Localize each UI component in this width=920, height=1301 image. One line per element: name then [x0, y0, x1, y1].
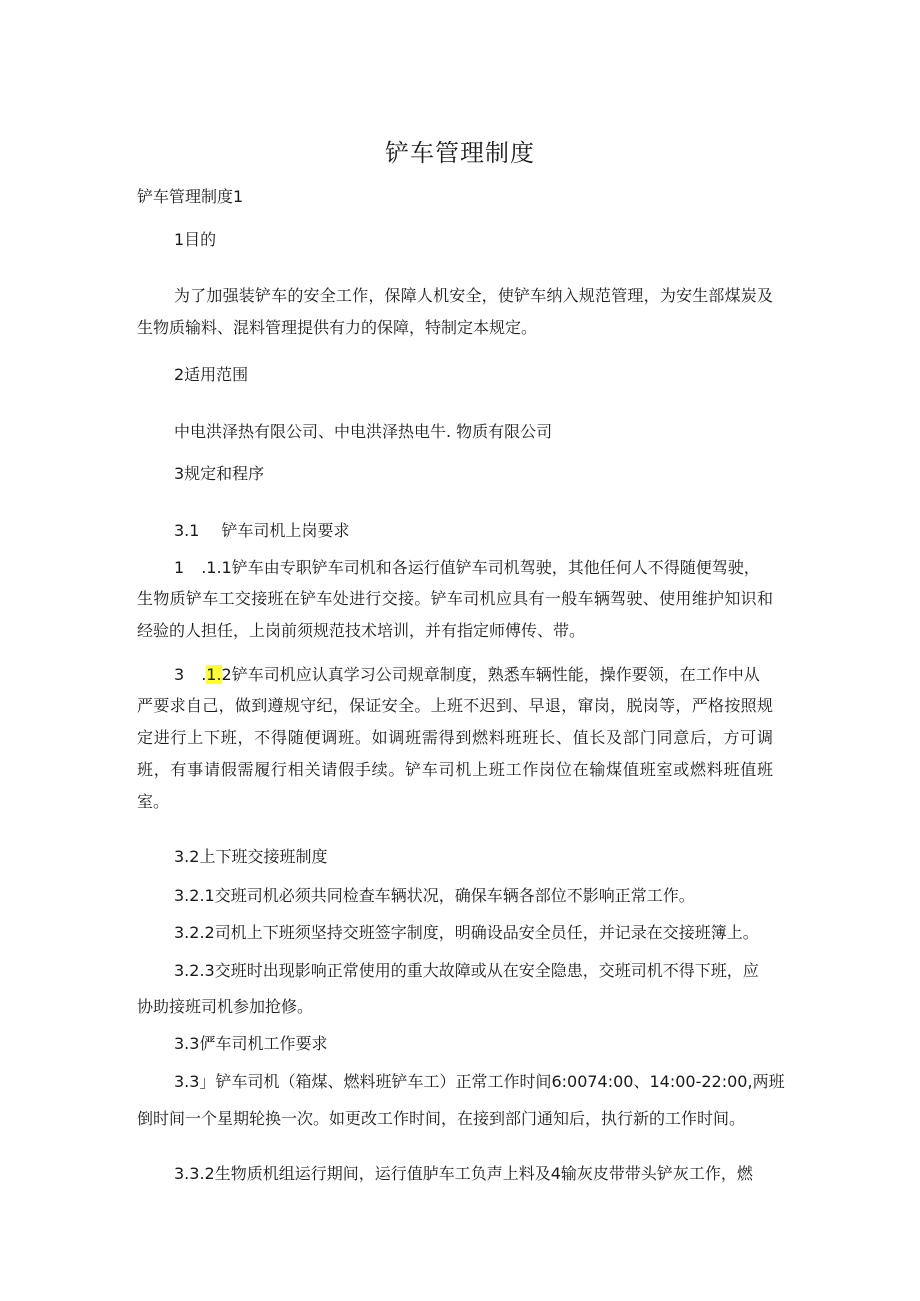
clause-3-2-1: 3.2.1交班司机必须共同检查车辆状况，确保车辆各部位不影响正常工作。 — [174, 886, 695, 905]
clause-3-3-2-first-line: 3.3.2生物质机组运行期间，运行值胪车工负声上料及4输灰皮带带头铲灰工作，燃 — [174, 1164, 753, 1183]
clause-3-1-1-first-line — [174, 557, 760, 579]
section-heading-scope: 2适用范围 — [174, 365, 249, 384]
clause-text: 2铲车司机应认真学习公司规章制度，熟悉车辆性能，操作要领，在工作中从 — [221, 665, 760, 684]
subsection-number: 3.1 — [174, 521, 200, 540]
document-subtitle: 铲车管理制度1 — [137, 187, 244, 206]
clause-text: 1.1铲车由专职铲车司机和各运行值铲车司机驾驶，其他任何人不得随便驾驶， — [206, 558, 760, 577]
clause-number: 1 — [174, 558, 185, 577]
paragraph-scope: 中电洪泽热有限公司、中电洪泽热电牛. 物质有限公司 — [174, 422, 553, 441]
paragraph-purpose: 为了加强装铲车的安全工作，保障人机安全，使铲车纳入规范管理，为安生部煤炭及生物质输料、混料管理提供有力的保障，特制定本规定。 — [137, 286, 773, 337]
clause-3-1-2-first-line — [174, 664, 760, 686]
section-heading-rules: 3规定和程序 — [174, 464, 265, 483]
highlighted-text: 1. — [206, 665, 222, 684]
clause-dot: . — [201, 558, 207, 577]
subsection-label: 铲车司机上岗要求 — [221, 521, 350, 540]
clause-3-1-1-continuation: 生物质铲车工交接班在铲车处进行交接。铲车司机应具有一般车辆驾驶、使用维护知识和经验的人担任，上岗前须规范技术培训，并有指定师傅传、带。 — [137, 589, 773, 640]
clause-3-3-1-first-line: 3.3」铲车司机（箱煤、燃料班铲车工）正常工作时间6:0074:00、14:00-22:00,两班 — [174, 1072, 785, 1091]
page-title: 铲车管理制度 — [385, 139, 535, 167]
subsection-heading-3-3: 3.3俨车司机工作要求 — [174, 1034, 328, 1053]
clause-3-2-2: 3.2.2司机上下班须坚持交班签字制度，明确设品安全员任，并记录在交接班簿上。 — [174, 923, 759, 942]
clause-3-3-1-continuation: 倒时间一个星期轮换一次。如更改工作时间，在接到部门通知后，执行新的工作时间。 — [137, 1109, 746, 1128]
clause-number: 3 — [174, 665, 185, 684]
clause-dot: . — [201, 665, 207, 684]
clause-3-1-2-continuation: 严要求自己，做到遵规守纪，保证安全。上班不迟到、早退，窜岗，脱岗等，严格按照规定进行上下班，不得随便调班。如调班需得到燃料班班长、值长及部门同意后，方可调班，有事请假需履行相关请假手续。铲车司机上班工作岗位在输煤值班室或燃料班值班室。 — [137, 696, 773, 811]
subsection-heading-3-2: 3.2上下班交接班制度 — [174, 847, 328, 866]
subsection-heading-3-1 — [174, 520, 349, 542]
section-heading-purpose: 1目的 — [174, 230, 217, 249]
clause-3-2-3-continuation: 协助接班司机参加抢修。 — [137, 997, 314, 1016]
clause-3-2-3-first-line: 3.2.3交班时出现影响正常使用的重大故障或从在安全隐患，交班司机不得下班，应 — [174, 961, 759, 980]
